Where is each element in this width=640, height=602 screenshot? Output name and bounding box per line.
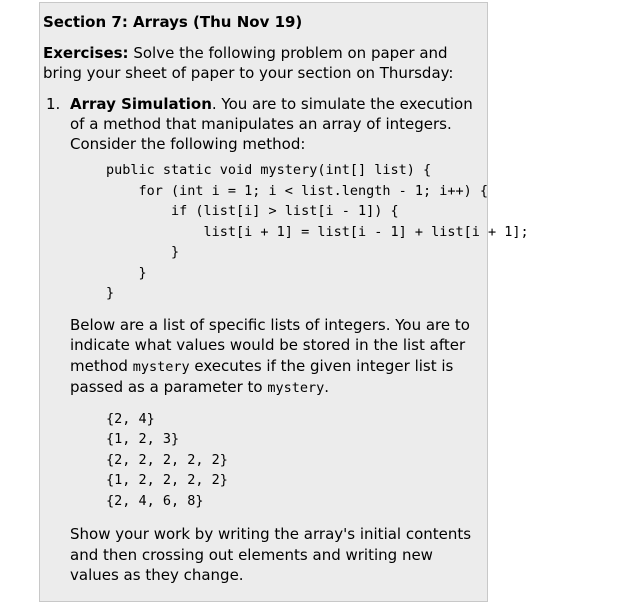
- desc-part-2: executes if the given integer list is passed as a parameter to: [70, 356, 454, 396]
- problem-intro: [70, 94, 480, 154]
- desc-part-3: .: [324, 378, 330, 396]
- list-item: {1, 2, 2, 2, 2}: [106, 472, 228, 488]
- problem-title: Array Simulation: [70, 95, 212, 113]
- method-name-ref: mystery: [267, 380, 325, 396]
- list-item: {2, 4, 6, 8}: [106, 492, 204, 509]
- document-content: [43, 12, 640, 586]
- integer-lists: [106, 409, 480, 512]
- list-item: {2, 2, 2, 2, 2}: [106, 451, 228, 468]
- problem-number: 1.: [46, 95, 61, 113]
- instructions-paragraph: Show your work by writing the array's initial contents and then crossing out elements and writing new values as they change.: [70, 525, 472, 584]
- code-block: public static void mystery(int[] list) { for (int i = 1; i < list.length - 1; i++) { if (list[i] > list[i - 1]) { list[i + 1] = list[i - 1] + list[i + 1]; } } }: [106, 162, 529, 301]
- method-name-ref: mystery: [132, 358, 190, 375]
- list-item: {1, 2, 3}: [106, 431, 180, 447]
- desc-part-1: Below are a list of specific lists of integers. You are to indicate what values would be stored in the list after method: [70, 315, 470, 375]
- exercises-paragraph: [43, 43, 473, 83]
- exercises-text: Solve the following problem on paper and bring your sheet of paper to your section on Thursday:: [43, 44, 454, 82]
- problem-description: [70, 315, 480, 399]
- section-title: Section 7: Arrays (Thu Nov 19): [43, 13, 303, 31]
- problem-intro-text: . You are to simulate the execution of a method that manipulates an array of integers. Consider the following method:: [70, 95, 473, 153]
- list-item: {2, 4}: [106, 410, 155, 427]
- problem-item: [43, 94, 529, 586]
- exercises-label: Exercises:: [43, 44, 129, 62]
